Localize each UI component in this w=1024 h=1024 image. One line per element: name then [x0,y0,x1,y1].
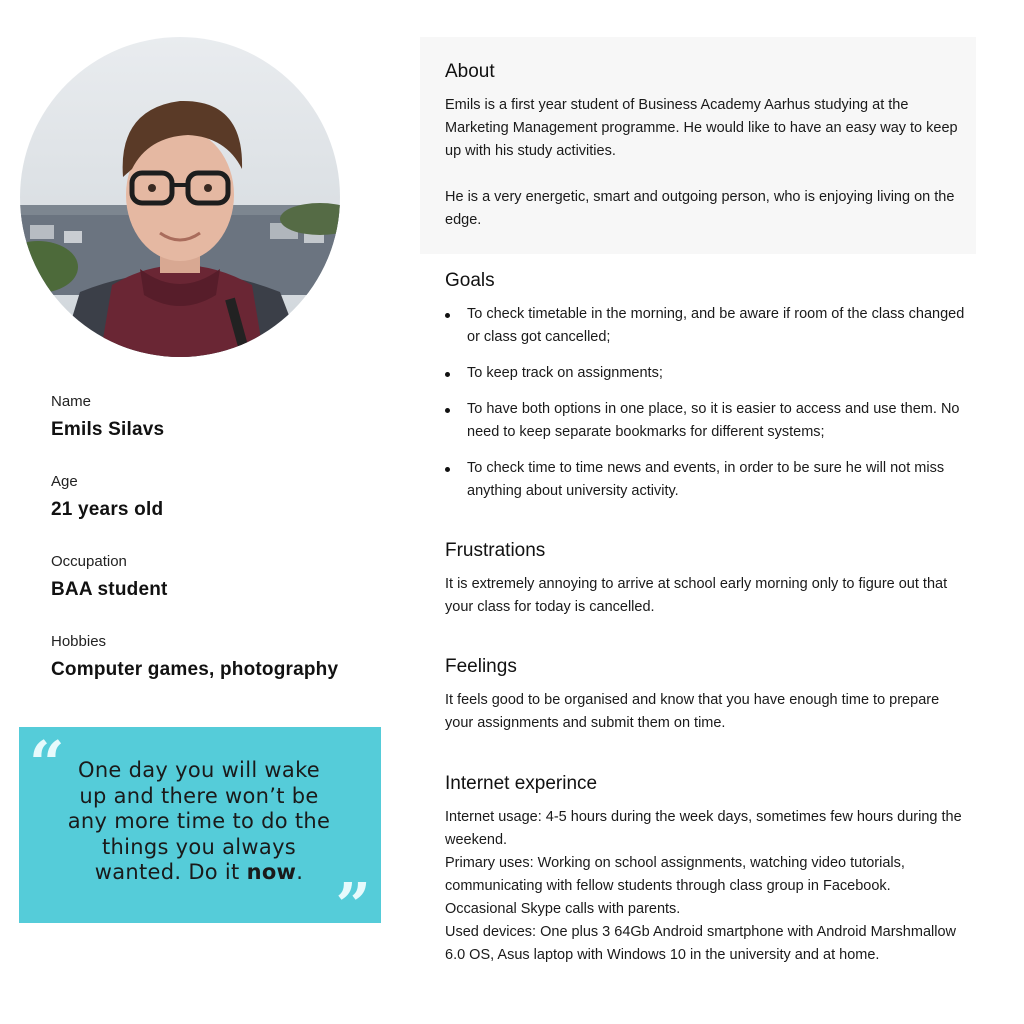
fact-occupation [51,552,381,603]
frustrations-title: Frustrations [445,540,546,561]
fact-value: BAA student [51,579,168,600]
frustrations-text: It is extremely annoying to arrive at school early morning only to figure out that your class for today is cancelled. [445,576,948,615]
internet-line: Primary uses: Working on school assignments, watching video tutorials, communicating with fellow students through class group in Facebook. Occasional Skype calls with parents. [445,855,905,917]
internet-title: Internet experince [445,773,598,794]
fact-label: Hobbies [51,633,107,650]
fact-value: 21 years old [51,499,164,520]
fact-label: Age [51,473,78,490]
list-item: To keep track on assignments; [445,362,965,385]
list-item: To have both options in one place, so it is easier to access and use them. No need to keep separate bookmarks for different systems; [445,398,965,444]
quote-text [63,758,335,886]
quote-box [19,727,381,942]
goals-section [445,269,965,516]
close-quote-icon: ” [335,869,371,942]
fact-name [51,392,381,443]
internet-line: Used devices: One plus 3 64Gb Android smartphone with Android Marshmallow 6.0 OS, Asus laptop with Windows 10 in the university and at home. [445,924,956,963]
about-section [445,60,965,232]
quote-end: . [296,860,304,884]
internet-line: Internet usage: 4-5 hours during the week days, sometimes few hours during the weekend. [445,809,962,848]
avatar [20,37,340,357]
about-title: About [445,61,495,82]
fact-label: Name [51,393,92,410]
fact-label: Occupation [51,553,127,570]
portrait-photo [20,37,340,357]
about-paragraph: He is a very energetic, smart and outgoing person, who is enjoying living on the edge. [445,189,955,228]
fact-value: Emils Silavs [51,419,165,440]
list-item: To check timetable in the morning, and be aware if room of the class changed or class got cancelled; [445,303,965,349]
goals-list [445,303,965,503]
internet-section [445,772,965,967]
fact-age [51,472,381,523]
feelings-section [445,655,965,735]
goals-title: Goals [445,270,495,291]
feelings-title: Feelings [445,656,517,677]
open-quote-icon: “ [29,727,65,800]
fact-value: Computer games, photography [51,659,339,680]
quote-emphasis: now [246,860,297,884]
profile-facts [51,392,381,712]
fact-hobbies [51,632,381,683]
list-item: To check time to time news and events, in order to be sure he will not miss anything about university activity. [445,457,965,503]
about-paragraph: Emils is a first year student of Business Academy Aarhus studying at the Marketing Management programme. He would like to have an easy way to keep up with his study activities. [445,97,958,159]
quote-main: One day you will wake up and there won’t be any more time to do the things you always wanted. Do it [67,758,331,884]
frustrations-section [445,539,965,619]
feelings-text: It feels good to be organised and know that you have enough time to prepare your assignments and submit them on time. [445,692,940,731]
